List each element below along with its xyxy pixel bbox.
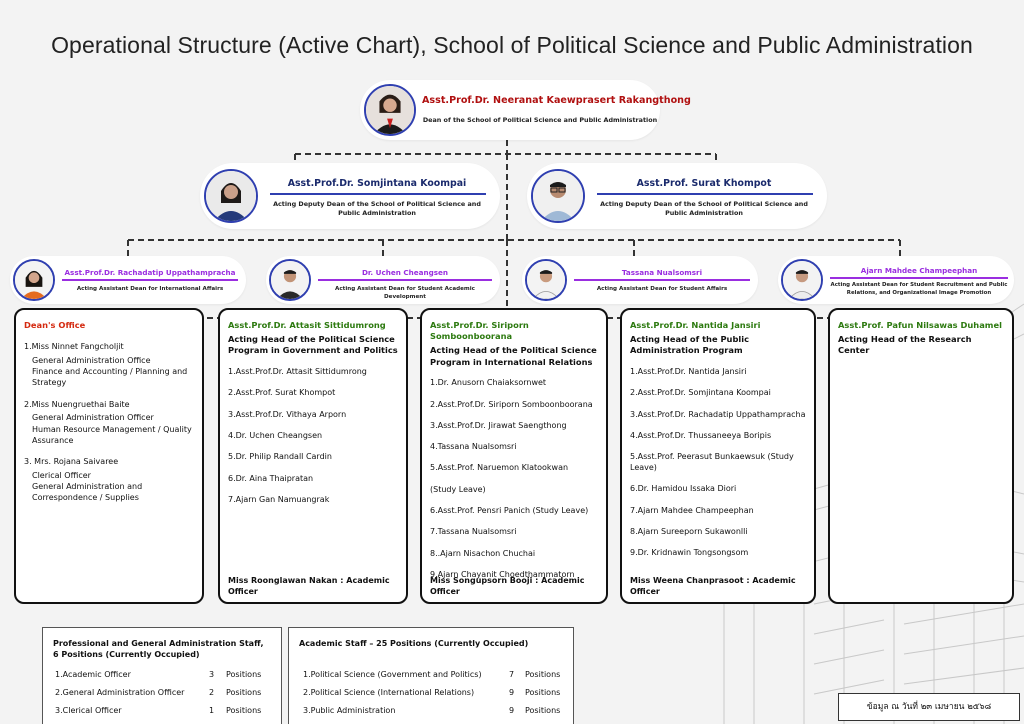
summary-title: Professional and General Administration Staff, [53,639,264,648]
dean-photo [364,84,416,136]
member-item: 6.Dr. Aina Thaipratan [228,473,314,483]
row-unit: Positions [525,706,561,715]
member-item: 5.Asst.Prof. Peerasut Bunkaewsuk (Study Leave) [630,452,794,473]
program-officer: Miss Roonglawan Nakan : Academic Officer [228,576,390,597]
program-head-name: Asst.Prof.Dr. Nantida Jansiri [630,320,761,330]
row-label: 3.Public Administration [303,706,396,715]
assistant-role: Acting Assistant Dean for International Affairs [76,286,224,292]
assistant-photo [269,259,311,301]
person-icon [206,171,256,221]
staff-entry [24,342,194,388]
member-item: 1.Asst.Prof.Dr. Attasit Sittidumrong [228,367,367,377]
row-unit: Positions [525,688,561,697]
program-box-international-relations [420,308,608,604]
dean-name: Asst.Prof.Dr. Neeranat Kaewprasert Rakangthong [422,95,691,106]
person-icon [783,261,821,299]
member-item: 9.Dr. Kridnawin Tongsongsom [630,548,749,558]
assistant-role: Acting Assistant Dean for Student Academic Development [335,286,475,301]
row-count: 7 [509,670,515,679]
program-title: Acting Head of the Political Science Program in Government and Politics [228,334,398,356]
divider [62,279,238,281]
member-item: 6.Asst.Prof. Pensri Panich (Study Leave) [430,506,589,516]
summary-subtitle: 6 Positions (Currently Occupied) [53,650,200,660]
assistant-name: Tassana Nualsomsri [621,268,703,277]
member-item: 7.Ajarn Gan Namuangrak [228,494,330,504]
divider [270,193,486,195]
program-box-public-administration [620,308,816,604]
member-item: 8..Ajarn Nisachon Chuchai [430,548,536,558]
staff-duty-detail: General Administration and Correspondence / Supplies [32,481,143,503]
row-count: 9 [509,688,515,697]
member-item: 2.Asst.Prof.Dr. Somjintana Koompai [630,388,771,398]
deputy-name: Asst.Prof. Surat Khompot [636,178,772,189]
program-head-name: Asst.Prof.Dr. Attasit Sittidumrong [228,320,386,330]
person-icon [15,261,53,299]
assistant-dean-card-4 [778,256,1014,304]
row-label: 2.General Administration Officer [55,688,185,697]
member-list [430,378,598,580]
row-unit: Positions [226,706,262,715]
person-icon [271,261,309,299]
member-list [228,367,398,506]
member-item: 6.Dr. Hamidou Issaka Diori [630,484,737,494]
data-date-note: ข้อมูล ณ วันที่ ๒๓ เมษายน ๒๕๖๘ [838,693,1020,721]
staff-duty: Clerical Officer [32,470,91,480]
assistant-photo [781,259,823,301]
program-title: Acting Head of the Research Center [838,334,972,356]
deputy-photo [531,169,585,223]
staff-name: 2.Miss Nuengruethai Baite [24,399,130,409]
deputy-role: Acting Deputy Dean of the School of Political Science and Public Administration [273,200,481,218]
page-title: Operational Structure (Active Chart), School of Political Science and Public Administration [51,32,973,58]
member-item: 2.Asst.Prof.Dr. Siriporn Somboonboorana [430,399,593,409]
member-list [630,367,806,559]
assistant-name: Dr. Uchen Cheangsen [361,268,449,277]
person-icon [527,261,565,299]
program-title: Acting Head of the Political Science Program in International Relations [430,345,597,367]
deans-office-box [14,308,204,604]
staff-name: 3. Mrs. Rojana Saivaree [24,456,119,466]
staff-entry [24,457,194,503]
member-item: 4.Tassana Nualsomsri [430,442,517,452]
divider [318,279,492,281]
program-head-name: Asst.Prof.Dr. Siriporn Somboonboorana [430,320,529,342]
program-head-name: Asst.Prof. Pafun Nilsawas Duhamel [838,320,1002,330]
member-item: 7.Ajarn Mahdee Champeephan [630,505,754,515]
deputy-role: Acting Deputy Dean of the School of Political Science and Public Administration [600,200,808,218]
staff-duty-detail: Human Resource Management / Quality Assurance [32,424,192,445]
divider [830,277,1008,279]
row-label: 1.Political Science (Government and Politics) [303,670,482,679]
assistant-name: Ajarn Mahdee Champeephan [860,266,978,275]
row-count: 3 [209,670,215,679]
member-item: 3.Asst.Prof.Dr. Jirawat Saengthong [430,420,567,430]
row-label: 3.Clerical Officer [55,706,122,715]
member-item: 4.Dr. Uchen Cheangsen [228,430,323,440]
academic-staff-summary [288,627,574,724]
deputy-dean-card-2 [527,163,827,229]
deputy-photo [204,169,258,223]
research-center-box [828,308,1014,604]
assistant-dean-card-3 [522,256,758,304]
row-count: 1 [209,706,215,715]
row-count: 2 [209,688,215,697]
program-title: Acting Head of the Public Administration Program [630,334,750,356]
row-unit: Positions [226,670,262,679]
member-item: 1.Asst.Prof.Dr. Nantida Jansiri [630,367,747,377]
deputy-dean-card-1 [200,163,500,229]
program-box-government-politics [218,308,408,604]
staff-entry [24,400,194,446]
member-item: 8.Ajarn Sureeporn Sukawonlli [630,526,748,536]
row-count: 9 [509,706,515,715]
deans-office-title: Dean's Office [24,320,86,330]
assistant-role: Acting Assistant Dean for Student Recruitment and Public Relations, and Organizational Image Promotion [830,282,1008,296]
row-label: 1.Academic Officer [55,670,131,679]
deputy-name: Asst.Prof.Dr. Somjintana Koompai [287,178,467,189]
member-item: 3.Asst.Prof.Dr. Vithaya Arporn [228,409,347,419]
member-item: (Study Leave) [430,484,486,494]
assistant-photo [13,259,55,301]
assistant-dean-card-1 [10,256,246,304]
admin-staff-summary [42,627,282,724]
assistant-dean-card-2 [266,256,500,304]
staff-name: 1.Miss Ninnet Fangcholjit [24,342,124,352]
divider [574,279,750,281]
member-item: 7.Tassana Nualsomsri [430,527,517,537]
assistant-role: Acting Assistant Dean for Student Affairs [596,286,728,292]
staff-duty-detail: Finance and Accounting / Planning and Strategy [32,367,188,388]
staff-duty: General Administration Office [32,355,151,365]
person-icon [533,171,583,221]
member-item: 2.Asst.Prof. Surat Khompot [228,388,336,398]
assistant-name: Asst.Prof.Dr. Rachadatip Uppathampracha [64,268,236,277]
summary-title: Academic Staff – 25 Positions (Currently Occupied) [299,639,529,648]
dean-card [360,80,691,140]
program-officer: Miss Songupsorn Booji : Academic Officer [430,576,585,597]
member-item: 5.Dr. Philip Randall Cardin [228,452,332,462]
row-unit: Positions [226,688,262,697]
member-item: 1.Dr. Anusorn Chaiaksornwet [430,378,547,388]
member-item: 5.Asst.Prof. Naruemon Klatookwan [430,463,569,473]
staff-duty: General Administration Officer [32,413,154,423]
program-officer: Miss Weena Chanprasoot : Academic Officer [630,576,796,597]
member-item: 9.Ajarn Chayanit Choedthammatorn [430,569,575,579]
divider [597,193,813,195]
dean-role: Dean of the School of Political Science and Public Administration [422,116,658,124]
person-icon [366,86,414,134]
member-item: 4.Asst.Prof.Dr. Thussaneeya Boripis [630,430,772,440]
row-label: 2.Political Science (International Relations) [303,688,475,697]
member-item: 3.Asst.Prof.Dr. Rachadatip Uppathampracha [630,409,806,419]
row-unit: Positions [525,670,561,679]
assistant-photo [525,259,567,301]
